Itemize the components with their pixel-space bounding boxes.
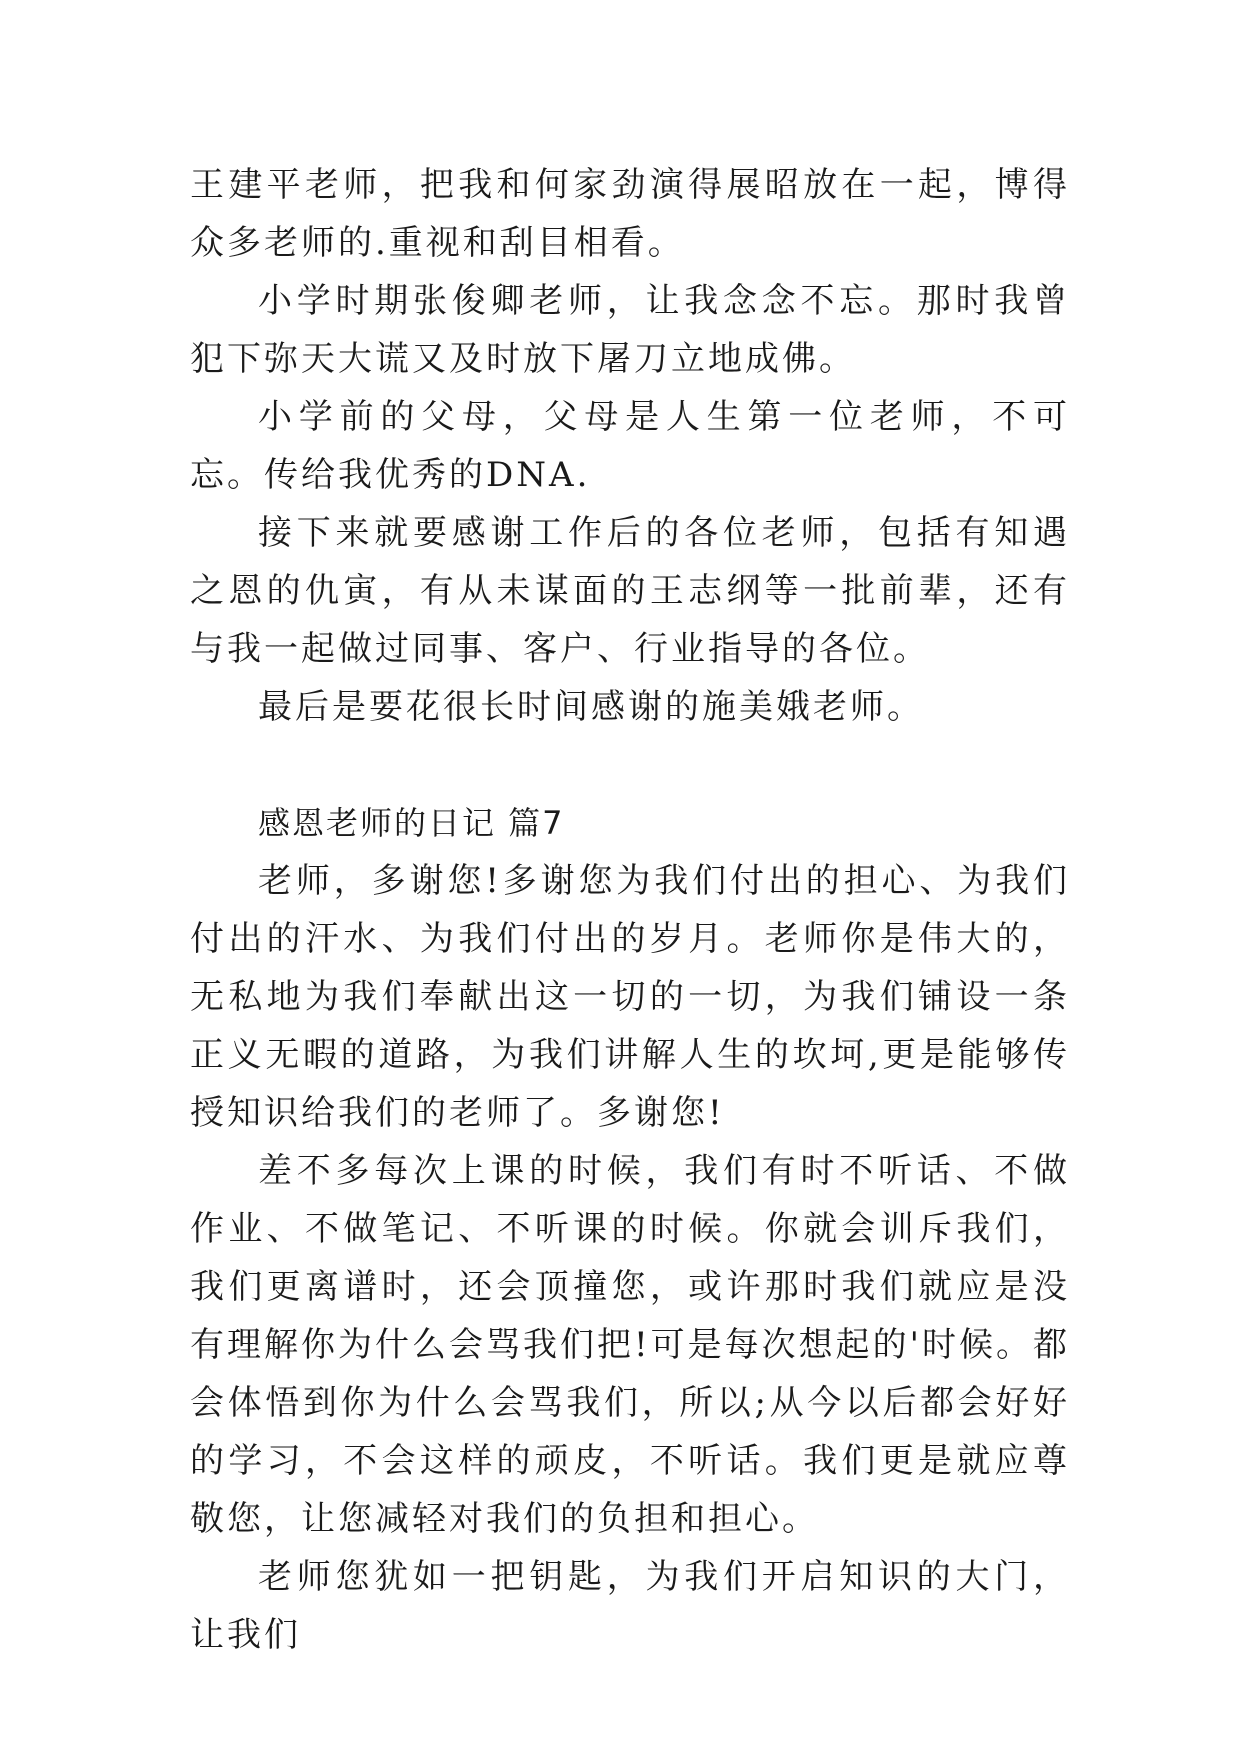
- paragraph: 老师您犹如一把钥匙，为我们开启知识的大门，让我们: [190, 1557, 1070, 1655]
- paragraph: 接下来就要感谢工作后的各位老师，包括有知遇之恩的仇寅，有从未谋面的王志纲等一批前辈，还有与我一起做过同事、客户、行业指导的各位。: [190, 513, 1070, 669]
- document-body: [190, 156, 1070, 1664]
- section-heading: 感恩老师的日记 篇7: [258, 804, 565, 842]
- paragraph: 差不多每次上课的时候，我们有时不听话、不做作业、不做笔记、不听课的时候。你就会训斥我们，我们更离谱时，还会顶撞您，或许那时我们就应是没有理解你为什么会骂我们把!可是每次想起的'时候。都会体悟到你为什么会骂我们，所以;从今以后都会好好的学习，不会这样的顽皮，不听话。我们更是就应尊敬您，让您减轻对我们的负担和担心。: [190, 1151, 1071, 1539]
- paragraph: 小学时期张俊卿老师，让我念念不忘。那时我曾犯下弥天大谎又及时放下屠刀立地成佛。: [190, 281, 1070, 379]
- paragraph: 小学前的父母，父母是人生第一位老师，不可忘。传给我优秀的DNA.: [190, 397, 1070, 495]
- section-spacer: [190, 736, 1070, 794]
- paragraph: 王建平老师，把我和何家劲演得展昭放在一起，博得众多老师的.重视和刮目相看。: [190, 165, 1070, 263]
- paragraph: 最后是要花很长时间感谢的施美娥老师。: [258, 687, 924, 727]
- paragraph: 老师，多谢您!多谢您为我们付出的担心、为我们付出的汗水、为我们付出的岁月。老师你是伟大的，无私地为我们奉献出这一切的一切，为我们铺设一条正义无暇的道路，为我们讲解人生的坎坷,更是能够传授知识给我们的老师了。多谢您!: [190, 861, 1070, 1133]
